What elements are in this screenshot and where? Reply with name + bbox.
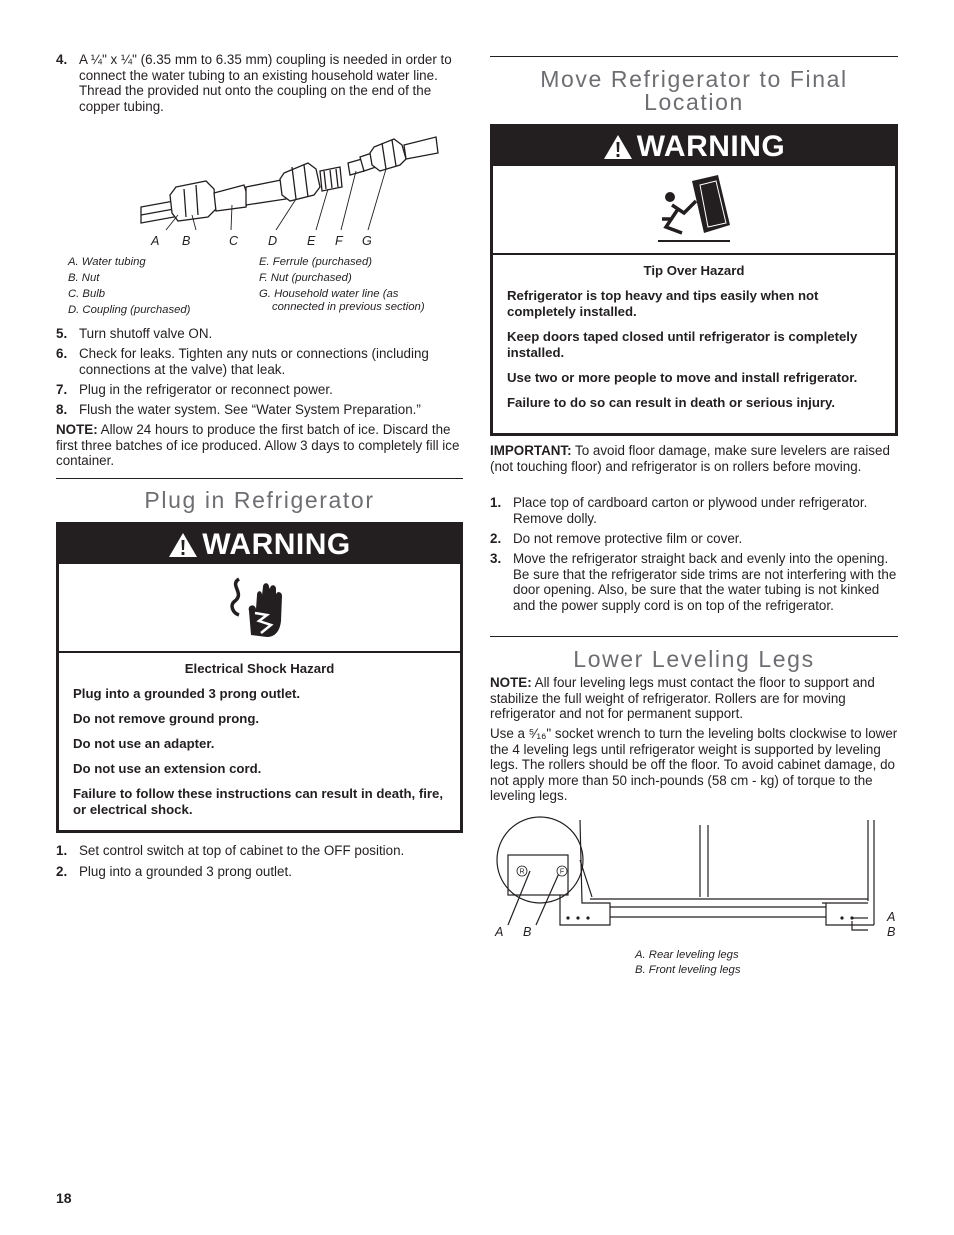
coupling-step-8 bbox=[56, 402, 463, 418]
legend-item: A. Water tubing bbox=[68, 256, 146, 268]
warning-line: Do not remove ground prong. bbox=[73, 711, 260, 726]
legend-item: E. Ferrule (purchased) bbox=[259, 256, 373, 268]
warning-title: WARNING bbox=[202, 527, 351, 561]
warning-triangle-icon bbox=[168, 532, 198, 558]
tip-over-hazard-icon bbox=[656, 175, 732, 245]
important-label: IMPORTANT: bbox=[490, 443, 572, 458]
coupling-diagram bbox=[136, 125, 446, 235]
note-label: NOTE: bbox=[490, 675, 532, 690]
move-step-2 bbox=[490, 531, 898, 547]
coupling-step-5 bbox=[56, 326, 463, 342]
coupling-step-7 bbox=[56, 382, 463, 398]
legend-item: G. Household water line (as bbox=[259, 288, 399, 300]
rear-leg-marker: R bbox=[519, 868, 525, 876]
warning-banner bbox=[493, 127, 895, 166]
step-text: Plug in the refrigerator or reconnect power. bbox=[79, 382, 333, 397]
warning-line: Do not use an adapter. bbox=[73, 736, 215, 751]
legend-item: C. Bulb bbox=[68, 288, 106, 300]
plug-step-1 bbox=[56, 843, 463, 859]
ice-note bbox=[56, 422, 463, 469]
leveling-legs-diagram bbox=[490, 815, 898, 940]
legend-item: F. Nut (purchased) bbox=[259, 272, 352, 284]
tip-over-warning-box bbox=[490, 124, 898, 436]
warning-line: Keep doors taped closed until refrigerator is completely installed. bbox=[507, 329, 858, 360]
coupling-step-4 bbox=[56, 52, 463, 114]
nut-shape bbox=[170, 181, 216, 221]
diagram-label-b-right: B bbox=[887, 925, 896, 939]
electrical-warning-text bbox=[59, 653, 460, 824]
note-label: NOTE: bbox=[56, 422, 98, 437]
important-text: To avoid floor damage, make sure levelers are raised (not touching floor) and refrigerator is on rollers before moving. bbox=[490, 443, 890, 474]
warning-line: Refrigerator is top heavy and tips easily when not completely installed. bbox=[507, 288, 819, 319]
diagram-label-b-left: B bbox=[523, 925, 532, 939]
leveling-paragraph: Use a ⁵⁄₁₆" socket wrench to turn the leveling bolts clockwise to lower the 4 leveling legs until refrigerator weight is supported by leveling legs. The rollers should be off the floor. To avoid cabinet damage, do not apply more than 50 inch-pounds (58 cm - kg) of torque to the leveling legs. bbox=[490, 726, 898, 804]
hazard-title: Electrical Shock Hazard bbox=[184, 661, 335, 676]
step-text: Place top of cardboard carton or plywood under refrigerator. Remove dolly. bbox=[513, 495, 868, 526]
move-step-3 bbox=[490, 551, 898, 613]
step-text: Move the refrigerator straight back and evenly into the opening. Be sure that the refrigerator side trims are not interfering with the door opening. Also, be sure that the water tubing is not kinked and the power supply cord is on top of the refrigerator. bbox=[513, 551, 897, 613]
note-text: Allow 24 hours to produce the first batch of ice. Discard the first three batches of ice produced. Allow 3 days to completely fill ice container. bbox=[56, 422, 460, 469]
coupling-legend-right bbox=[259, 256, 425, 314]
warning-line: Failure to do so can result in death or serious injury. bbox=[507, 395, 836, 410]
hazard-title: Tip Over Hazard bbox=[643, 263, 745, 278]
legend-item: B. Front leveling legs bbox=[635, 964, 741, 976]
electrical-warning-box bbox=[56, 522, 463, 833]
move-heading: Move Refrigerator to Final Location bbox=[540, 66, 848, 115]
section-divider bbox=[56, 478, 463, 479]
warning-title: WARNING bbox=[636, 129, 786, 163]
legend-item: B. Nut bbox=[68, 272, 100, 284]
coupling-label-b: B bbox=[182, 234, 191, 248]
legend-item: A. Rear leveling legs bbox=[635, 949, 739, 961]
coupling-label-a: A bbox=[151, 234, 160, 248]
step-number: 2. bbox=[490, 531, 502, 546]
leveling-legend bbox=[635, 949, 741, 977]
step-text: Turn shutoff valve ON. bbox=[79, 326, 213, 341]
important-note bbox=[490, 443, 898, 474]
coupling-label-g: G bbox=[362, 234, 372, 248]
step-text: Check for leaks. Tighten any nuts or connections (including connections at the valve) that leak. bbox=[79, 346, 429, 377]
section-divider bbox=[490, 636, 898, 637]
step-number: 3. bbox=[490, 551, 502, 566]
step-text: Set control switch at top of cabinet to the OFF position. bbox=[79, 843, 405, 858]
leveling-note bbox=[490, 675, 898, 722]
coupling-step-6 bbox=[56, 346, 463, 377]
legend-item: D. Coupling (purchased) bbox=[68, 304, 191, 316]
coupling-label-d: D bbox=[268, 234, 278, 248]
warning-banner bbox=[59, 525, 460, 564]
step-number: 2. bbox=[56, 864, 68, 879]
step-number: 6. bbox=[56, 346, 68, 361]
warning-line: Failure to follow these instructions can result in death, fire, or electrical shock. bbox=[73, 786, 444, 817]
warning-line: Do not use an extension cord. bbox=[73, 761, 262, 776]
plug-step-2 bbox=[56, 864, 463, 880]
diagram-label-a-left: A bbox=[495, 925, 504, 939]
shock-icon-area bbox=[59, 564, 460, 653]
step-number: 1. bbox=[490, 495, 502, 510]
coupling-label-e: E bbox=[307, 234, 316, 248]
step-text: A ¼" x ¼" (6.35 mm to 6.35 mm) coupling is needed in order to connect the water tubing to an existing household water line. Thread the provided nut onto the coupling on the end of the copper tubing. bbox=[79, 52, 452, 114]
electric-shock-hand-icon bbox=[225, 575, 295, 641]
step-number: 7. bbox=[56, 382, 68, 397]
page-number: 18 bbox=[56, 1190, 72, 1206]
step-text: Flush the water system. See “Water System Preparation.” bbox=[79, 402, 421, 417]
tip-over-warning-text bbox=[493, 255, 895, 417]
coupling-label-f: F bbox=[335, 234, 343, 248]
step-number: 4. bbox=[56, 52, 68, 67]
diagram-label-a-right: A bbox=[887, 910, 896, 924]
step-number: 5. bbox=[56, 326, 68, 341]
tip-over-icon-area bbox=[493, 166, 895, 255]
coupling-legend-left bbox=[68, 256, 190, 317]
note-text: All four leveling legs must contact the floor to support and stabilize the full weight of refrigerator. Rollers are for moving refrigerator and not for permanent support. bbox=[490, 675, 875, 722]
warning-triangle-icon bbox=[603, 134, 633, 160]
front-leg-marker: F bbox=[559, 868, 565, 876]
step-text: Plug into a grounded 3 prong outlet. bbox=[79, 864, 292, 879]
move-step-1 bbox=[490, 495, 898, 526]
legend-item: connected in previous section) bbox=[272, 301, 425, 313]
plug-in-heading: Plug in Refrigerator bbox=[144, 487, 375, 513]
step-number: 8. bbox=[56, 402, 68, 417]
step-number: 1. bbox=[56, 843, 68, 858]
section-divider bbox=[490, 56, 898, 57]
step-text: Do not remove protective film or cover. bbox=[513, 531, 743, 546]
leveling-heading: Lower Leveling Legs bbox=[573, 646, 815, 672]
coupling-label-c: C bbox=[229, 234, 239, 248]
warning-line: Plug into a grounded 3 prong outlet. bbox=[73, 686, 301, 701]
warning-line: Use two or more people to move and install refrigerator. bbox=[507, 370, 858, 385]
